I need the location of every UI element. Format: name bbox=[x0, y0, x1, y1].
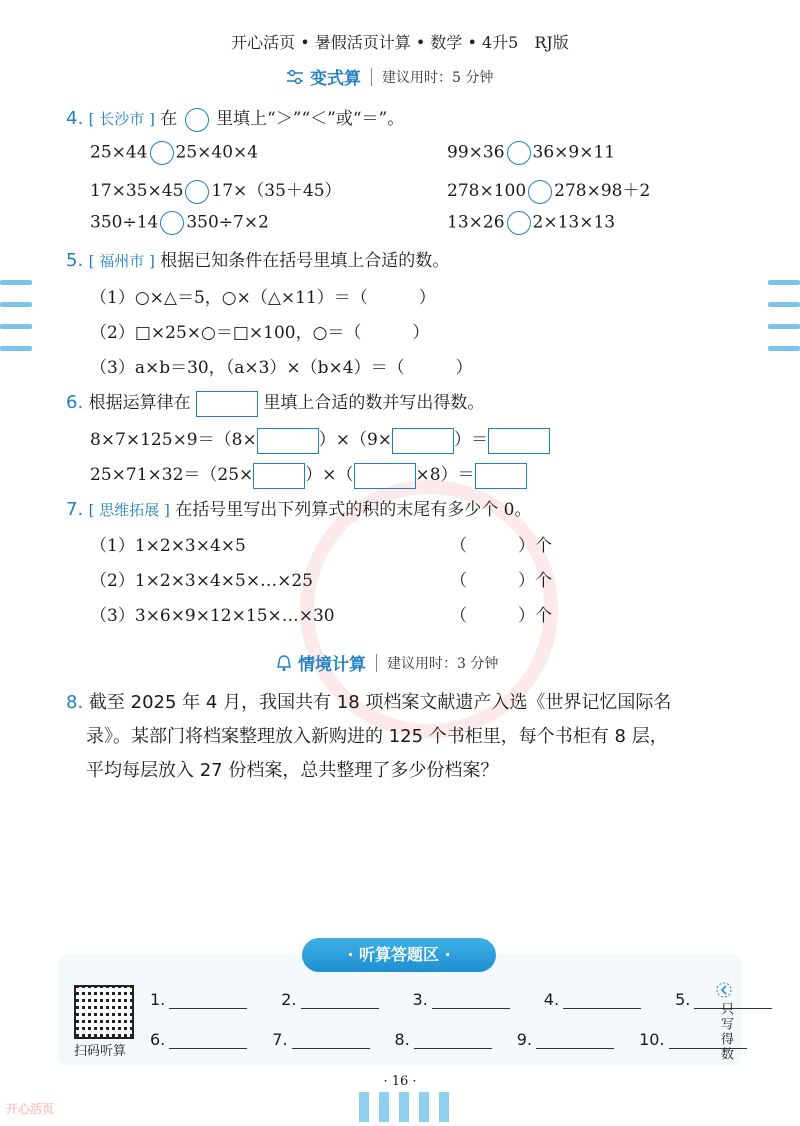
answer-slot[interactable]: 8. bbox=[395, 1030, 492, 1049]
question-5-stem bbox=[66, 246, 449, 271]
right-decoration bbox=[768, 280, 800, 368]
qr-code-icon[interactable] bbox=[74, 985, 134, 1039]
question-7-stem bbox=[66, 495, 531, 520]
expression: （2）1×2×3×4×5×…×25 bbox=[90, 571, 313, 591]
stem-text: 里填上合适的数并写出得数。 bbox=[263, 393, 485, 413]
answer-box-sample bbox=[196, 391, 258, 417]
answer-row-1 bbox=[150, 990, 772, 1009]
answer-area-title: · 听算答题区 · bbox=[302, 938, 496, 972]
page-header: 开心活页 • 暑假活页计算 • 数学 • 4升5 RJ版 bbox=[231, 33, 569, 52]
answer-line[interactable] bbox=[536, 1034, 614, 1049]
bottom-decoration bbox=[354, 1092, 454, 1126]
answer-slot[interactable]: 5. bbox=[675, 990, 772, 1009]
answer-slot[interactable]: 4. bbox=[544, 990, 641, 1009]
stem-text: 平均每层放入 27 份档案，总共整理了多少份档案？ bbox=[86, 760, 499, 781]
left-arrow-icon bbox=[716, 982, 732, 1002]
compare-item: 278×100 278×98＋2 bbox=[447, 176, 650, 204]
compare-item: 99×36 36×9×11 bbox=[447, 141, 615, 165]
stem-text: 在 bbox=[160, 109, 178, 129]
answer-slot[interactable]: 1. bbox=[150, 990, 247, 1009]
answer-line[interactable] bbox=[292, 1034, 370, 1049]
source-tag: [ 思维拓展 ] bbox=[88, 501, 170, 519]
answer-blank[interactable]: （ ）个 bbox=[450, 536, 552, 556]
equation-line: 8×7×125×9＝（8× ）×（9× ）＝ bbox=[90, 425, 550, 454]
section-name: 变式算 bbox=[310, 69, 361, 89]
sliders-icon bbox=[286, 69, 304, 85]
compare-circle[interactable] bbox=[507, 211, 531, 235]
answer-slot[interactable]: 2. bbox=[281, 990, 378, 1009]
question-8 bbox=[66, 686, 671, 788]
equation-line: 25×71×32＝（25× ）×（ ×8）＝ bbox=[90, 460, 527, 489]
side-label: 只写得数 bbox=[718, 1002, 733, 1062]
bell-icon bbox=[276, 654, 292, 672]
compare-item: 350÷14 350÷7×2 bbox=[90, 211, 269, 235]
answer-line[interactable] bbox=[563, 994, 641, 1009]
question-number: 8. bbox=[66, 692, 84, 713]
qr-label: 扫码听算 bbox=[74, 1044, 127, 1059]
compare-circle[interactable] bbox=[160, 211, 184, 235]
compare-circle[interactable] bbox=[528, 180, 552, 204]
question-number: 6. bbox=[66, 392, 84, 413]
fill-item[interactable]: （2）□×25×○＝□×100，○＝（ ） bbox=[90, 323, 430, 343]
answer-blank[interactable]: （ ）个 bbox=[450, 571, 552, 591]
answer-blank[interactable]: （ ）个 bbox=[450, 606, 552, 626]
compare-circle[interactable] bbox=[507, 141, 531, 165]
answer-line[interactable] bbox=[301, 994, 379, 1009]
section-title-scenario bbox=[276, 650, 498, 675]
answer-box[interactable] bbox=[475, 463, 527, 489]
fill-item[interactable]: （1）○×△＝5，○×（△×11）＝（ ） bbox=[90, 288, 436, 308]
question-4-stem bbox=[66, 104, 404, 132]
stem-text: 在括号里写出下列算式的积的末尾有多少个 0。 bbox=[175, 500, 532, 520]
stem-text: 截至 2025 年 4 月，我国共有 18 项档案文献遗产入选《世界记忆国际名 bbox=[88, 692, 672, 713]
answer-slot[interactable]: 3. bbox=[413, 990, 510, 1009]
answer-line[interactable] bbox=[414, 1034, 492, 1049]
time-hint: 建议用时：3 分钟 bbox=[387, 655, 499, 672]
answer-box[interactable] bbox=[253, 463, 305, 489]
question-number: 5. bbox=[66, 250, 84, 271]
expression: （3）3×6×9×12×15×…×30 bbox=[90, 606, 335, 626]
page-number: · 16 · bbox=[383, 1074, 417, 1089]
fill-item[interactable]: （3）a×b＝30，（a×3）×（b×4）＝（ ） bbox=[90, 358, 473, 378]
answer-box[interactable] bbox=[488, 428, 550, 454]
divider bbox=[376, 654, 377, 672]
section-name: 情境计算 bbox=[298, 655, 366, 675]
answer-box[interactable] bbox=[392, 428, 454, 454]
answer-circle-sample bbox=[185, 108, 209, 132]
left-decoration bbox=[0, 280, 32, 368]
source-tag: [ 长沙市 ] bbox=[88, 110, 155, 128]
answer-line[interactable] bbox=[169, 994, 247, 1009]
compare-circle[interactable] bbox=[150, 141, 174, 165]
question-number: 7. bbox=[66, 499, 84, 520]
source-tag: [ 福州市 ] bbox=[88, 252, 155, 270]
answer-line[interactable] bbox=[432, 994, 510, 1009]
answer-row-2 bbox=[150, 1030, 747, 1049]
answer-slot[interactable]: 10. bbox=[639, 1030, 746, 1049]
compare-item: 17×35×45 17×（35＋45） bbox=[90, 176, 342, 204]
time-hint: 建议用时：5 分钟 bbox=[382, 69, 494, 86]
compare-item: 13×26 2×13×13 bbox=[447, 211, 615, 235]
answer-slot[interactable]: 7. bbox=[272, 1030, 369, 1049]
answer-box[interactable] bbox=[354, 463, 416, 489]
question-6-stem bbox=[66, 388, 484, 417]
section-title-variant bbox=[286, 64, 493, 89]
answer-line[interactable] bbox=[169, 1034, 247, 1049]
stem-text: 根据运算律在 bbox=[88, 393, 191, 413]
compare-circle[interactable] bbox=[185, 180, 209, 204]
answer-slot[interactable]: 9. bbox=[517, 1030, 614, 1049]
stem-text: 里填上“＞”“＜”或“＝”。 bbox=[216, 109, 405, 129]
stem-text: 根据已知条件在括号里填上合适的数。 bbox=[160, 251, 450, 271]
compare-item: 25×44 25×40×4 bbox=[90, 141, 258, 165]
question-number: 4. bbox=[66, 108, 84, 129]
stem-text: 录》。某部门将档案整理放入新购进的 125 个书柜里，每个书柜有 8 层， bbox=[86, 726, 668, 747]
brand-logo: 开心活页 bbox=[6, 1102, 55, 1116]
answer-box[interactable] bbox=[257, 428, 319, 454]
divider bbox=[371, 68, 372, 86]
answer-slot[interactable]: 6. bbox=[150, 1030, 247, 1049]
expression: （1）1×2×3×4×5 bbox=[90, 536, 246, 556]
